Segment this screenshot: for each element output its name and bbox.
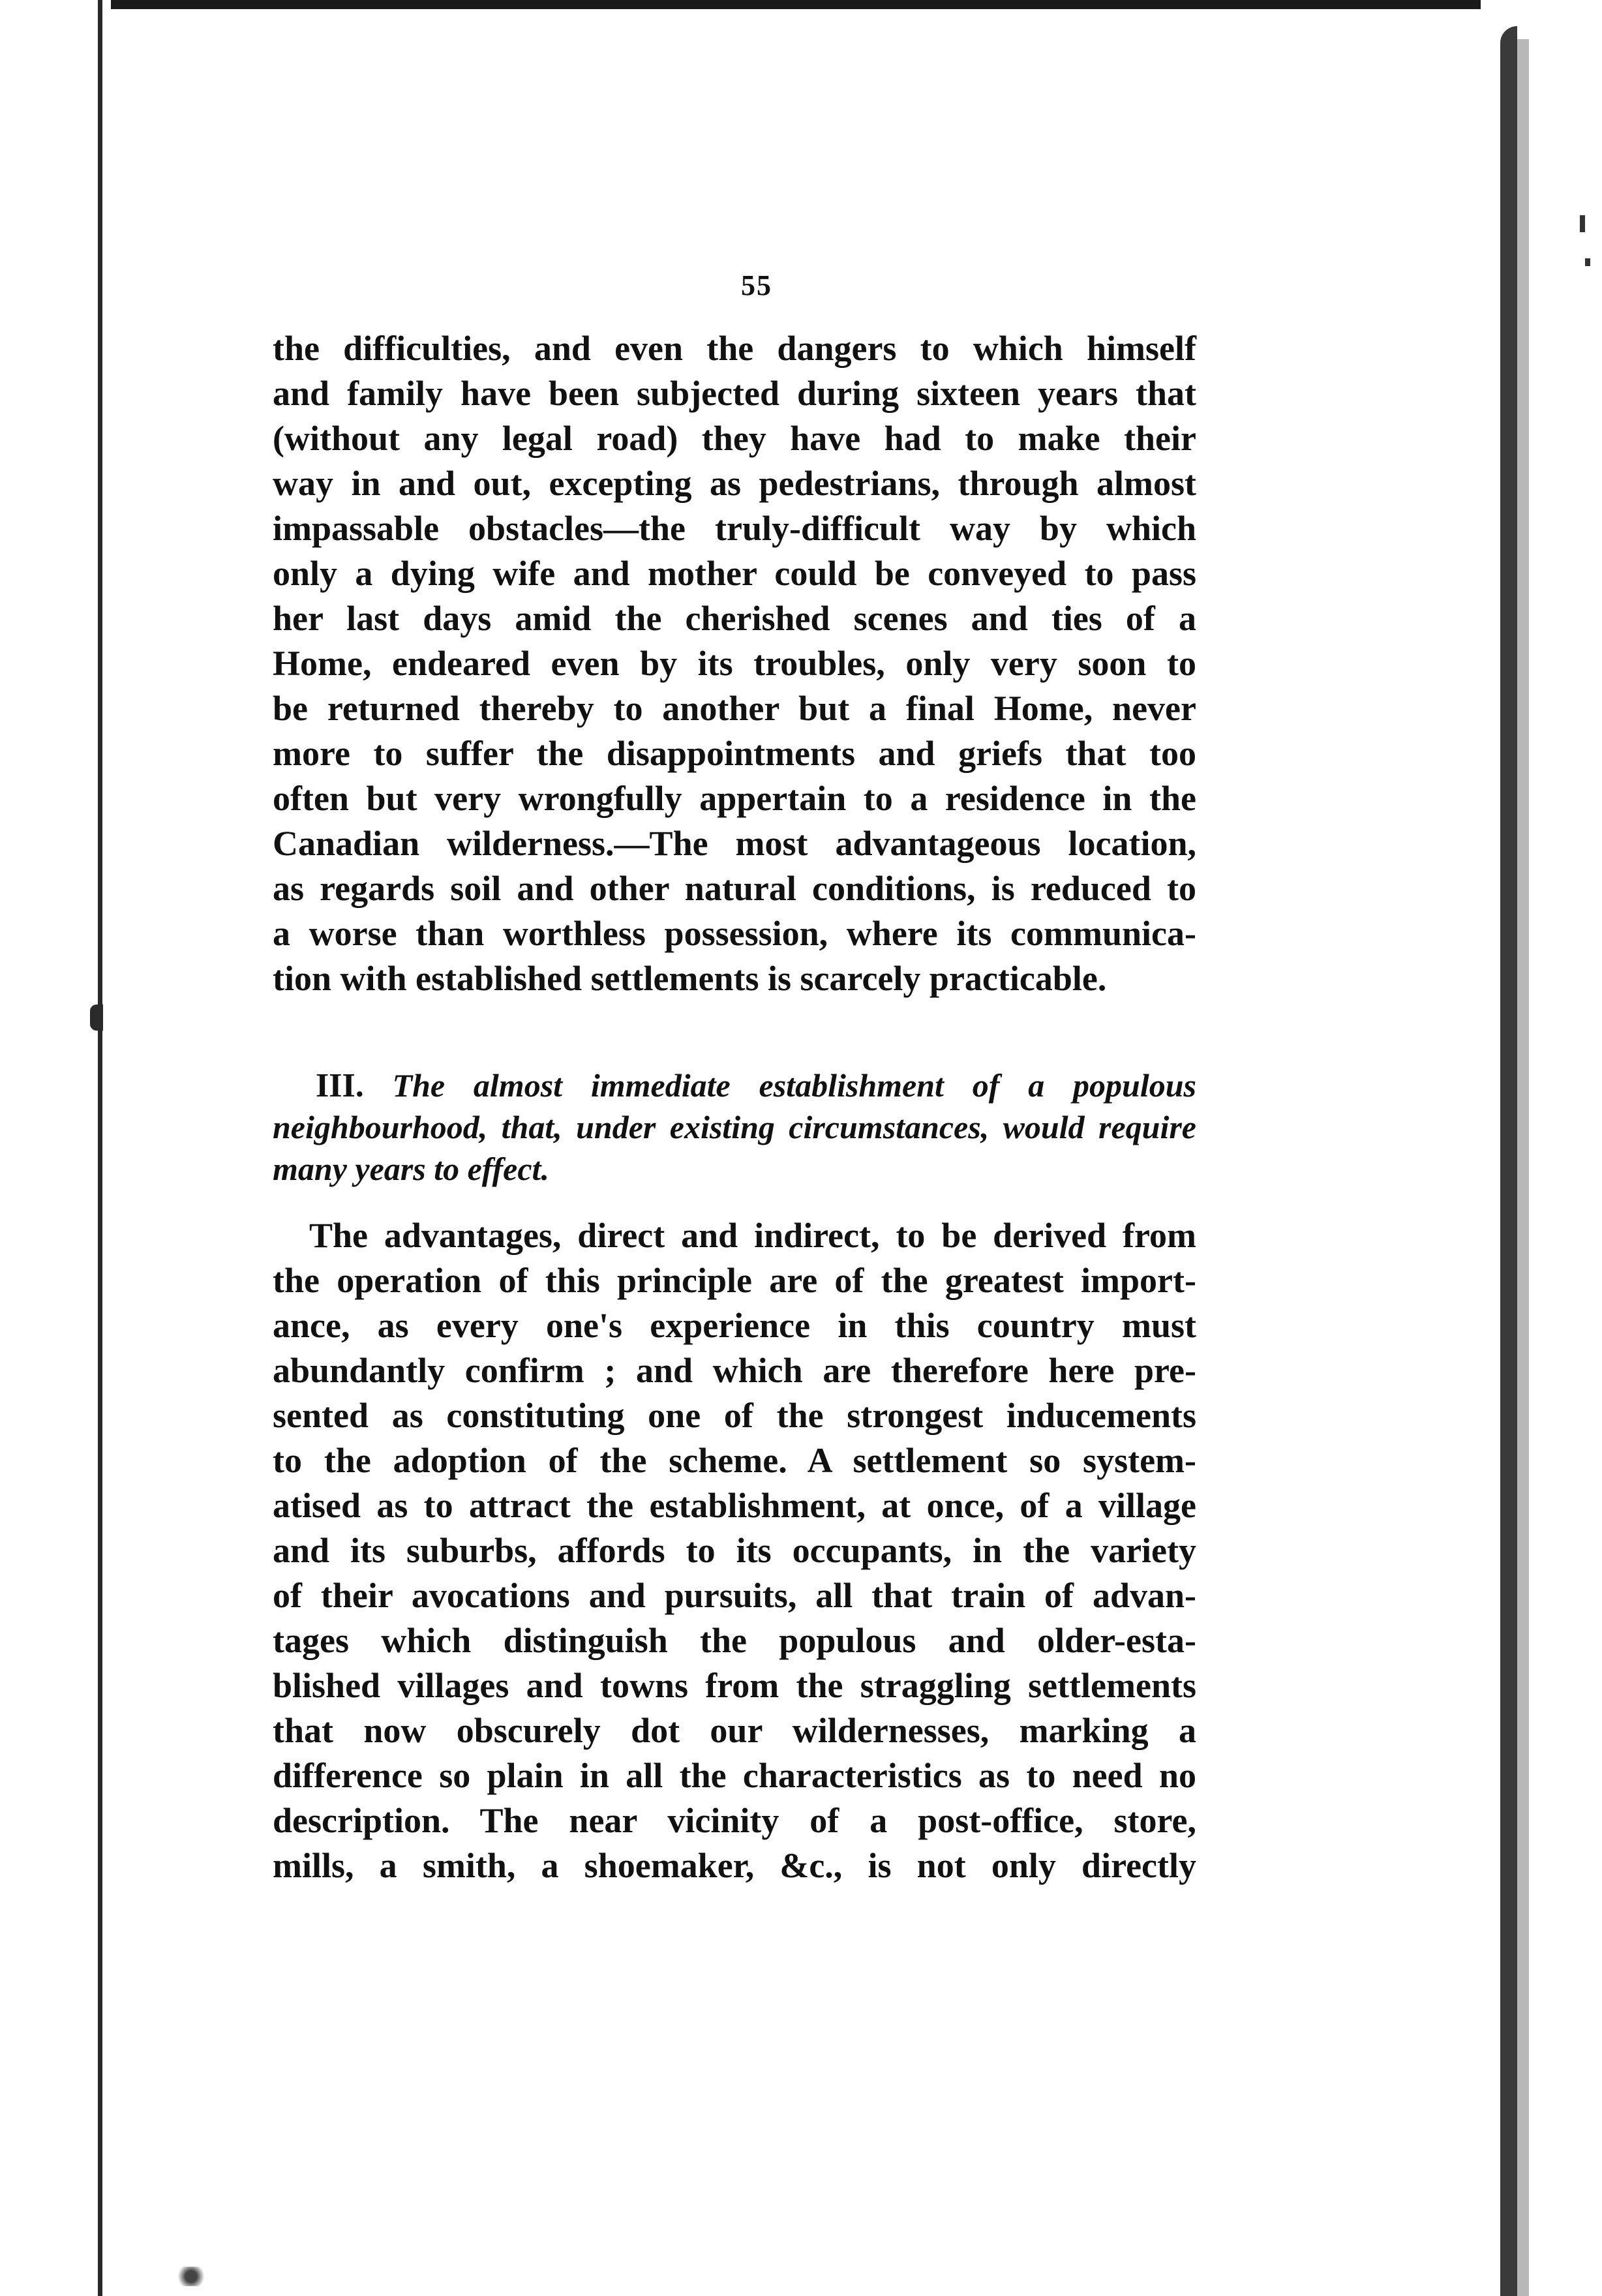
text-line: of their avocations and pursuits, all that train of advan- (273, 1576, 1196, 1615)
text-line: Canadian wilderness.—The most advantageous location, (273, 824, 1196, 863)
text-line: tages which distinguish the populous and older-esta- (273, 1621, 1196, 1660)
text-line: ance, as every one's experience in this country must (273, 1306, 1196, 1345)
text-line: sented as constituting one of the strongest inducements (273, 1396, 1196, 1435)
paragraph-continued (273, 326, 1196, 1001)
text-line: as regards soil and other natural conditions, is reduced to (273, 869, 1196, 908)
binding-left-rule (98, 0, 102, 2296)
text-line: be returned thereby to another but a final Home, never (273, 689, 1196, 728)
text-line: Home, endeared even by its troubles, only very soon to (273, 644, 1196, 683)
text-line: atised as to attract the establishment, at once, of a village (273, 1486, 1196, 1525)
text-line: often but very wrongfully appertain to a residence in the (273, 779, 1196, 818)
text-line: to the adoption of the scheme. A settlement so system- (273, 1441, 1196, 1480)
page-right-shadow (1517, 39, 1529, 2296)
text-line: abundantly confirm ; and which are therefore here pre- (273, 1351, 1196, 1390)
text-line: The advantages, direct and indirect, to be derived from (309, 1216, 1196, 1255)
text-line: only a dying wife and mother could be conveyed to pass (273, 554, 1196, 593)
text-line: way in and out, excepting as pedestrians, through almost (273, 464, 1196, 503)
text-line: that now obscurely dot our wildernesses, marking a (273, 1711, 1196, 1750)
text-line: description. The near vicinity of a post-office, store, (273, 1801, 1196, 1840)
section-numeral: III. (316, 1067, 364, 1104)
page-number: 55 (741, 269, 772, 301)
text-line: and its suburbs, affords to its occupants, in the variety (273, 1531, 1196, 1570)
section-heading (273, 1065, 1196, 1190)
heading-line: neighbourhood, that, under existing circumstances, would require (273, 1109, 1196, 1145)
text-line: mills, a smith, a shoemaker, &c., is not only directly (273, 1846, 1196, 1885)
text-line: the operation of this principle are of the greatest import- (273, 1261, 1196, 1300)
heading-line (273, 1065, 1196, 1106)
text-line: impassable obstacles—the truly-difficult way by which (273, 509, 1196, 548)
heading-text: The almost immediate establishment of a populous (392, 1067, 1196, 1104)
text-line: the difficulties, and even the dangers to which himself (273, 329, 1196, 368)
text-line: tion with established settlements is scarcely practicable. (273, 959, 1107, 998)
text-line: difference so plain in all the characteristics as to need no (273, 1756, 1196, 1795)
text-line: a worse than worthless possession, where its communica- (273, 914, 1196, 953)
paragraph (273, 1213, 1196, 1888)
page-right-edge (1500, 26, 1517, 2296)
scan-speck (175, 2267, 207, 2286)
scan-speck (1585, 258, 1590, 266)
text-line: her last days amid the cherished scenes and ties of a (273, 599, 1196, 638)
scan-speck (1580, 215, 1585, 232)
binding-notch (90, 1004, 103, 1031)
scan-margin-right (1529, 0, 1602, 2296)
text-line: (without any legal road) they have had to make their (273, 419, 1196, 458)
text-line: blished villages and towns from the straggling settlements (273, 1666, 1196, 1705)
heading-line: many years to effect. (273, 1151, 549, 1187)
text-line: and family have been subjected during sixteen years that (273, 374, 1196, 413)
page-top-edge (111, 0, 1481, 9)
text-line: more to suffer the disappointments and griefs that too (273, 734, 1196, 773)
